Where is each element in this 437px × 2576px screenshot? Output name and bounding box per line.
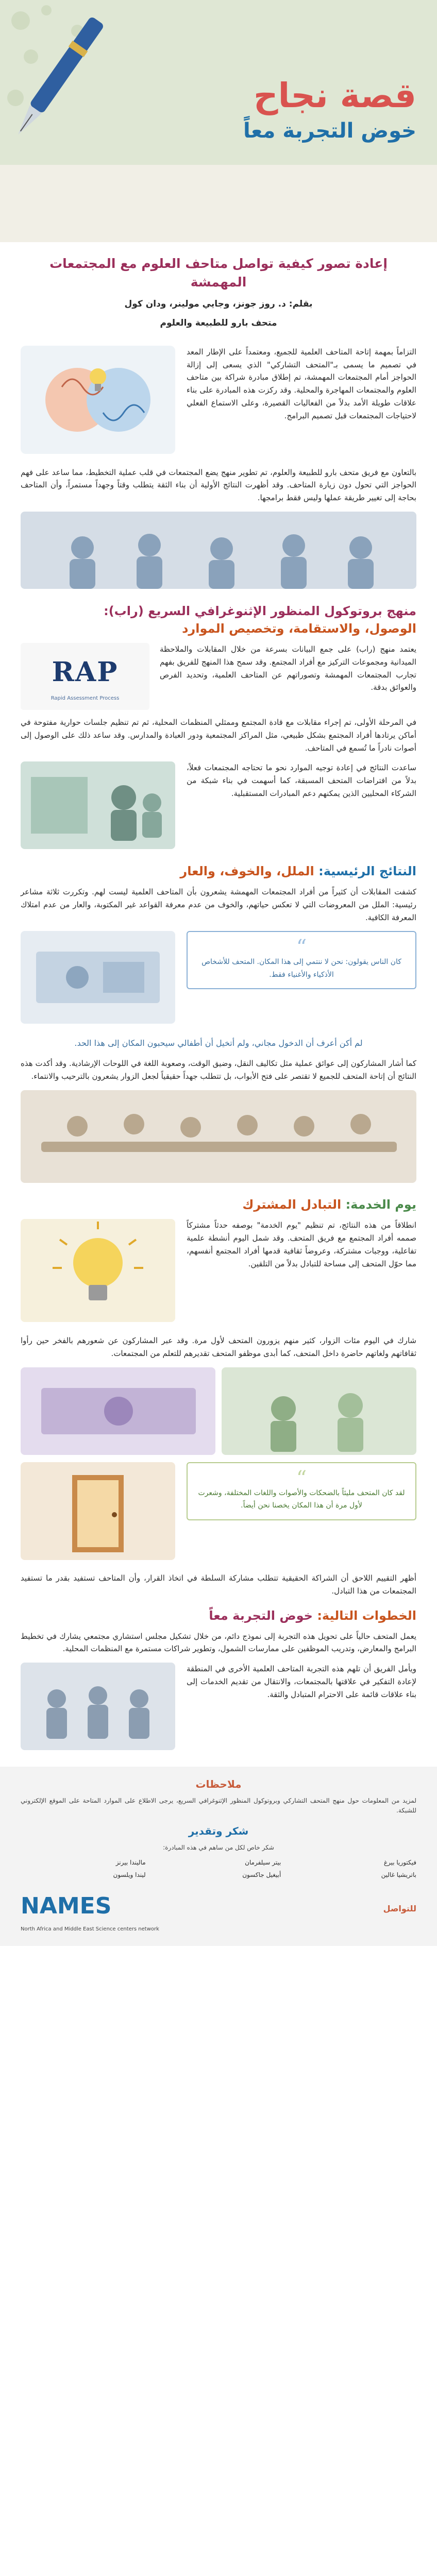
next-section-title [0, 1607, 437, 1625]
day-quote-col [187, 1462, 416, 1520]
intro-paragraph-2: بالتعاون مع فريق متحف بارو للطبيعة والعلوم، تم تطوير منهج يضع المجتمعات في قلب عملية التخطيط، مما ساعد على فهم الحواجز التي تحول دون زيارة المتاحف. وقد أظهرت النتائج الأولية أن بناء الثقة يتطلب وقتاً وجهداً مستمراً، وأن المتاحف بحاجة إلى تغيير طريقة عملها وليس فقط برامجها. [21, 467, 416, 503]
day-photo-3 [21, 1462, 175, 1564]
intro-paragraph: التزاماً بمهمة إتاحة المتاحف العلمية للجميع، ومعتمداً على الإطار المعد في تصميم ما يسمى بـ"المتحف التشاركي" الذي يسعى إلى إزالة الحواجز أمام المجتمعات المهمشة، تم إطلاق مبادرة شراكة بين متاحف العلوم والمجتمعات المهاجرة والمحلية. وقد ركزت هذه المبادرة على بناء علاقات طويلة الأمد بدلاً من الفعاليات القصيرة، وعلى الاستماع الفعلي لاحتياجات المجتمعات قبل تصميم البرامج. [187, 347, 416, 420]
day-end [0, 1572, 437, 1598]
contact-block [383, 1902, 416, 1919]
results-more [0, 1057, 437, 1083]
brain-lightbulb-illustration [21, 346, 175, 454]
results-paragraph-1: كشفت المقابلات أن كثيراً من أفراد المجتمعات المهمشة يشعرون بأن المتاحف العلمية ليست لهم. وتكررت ثلاثة مشاعر رئيسية: الملل من المعروضات التي لا تعكس حياتهم، والخوف من عدم معرفة القواعد غير المكتوبة، والعار من عدم امتلاك المعرفة الكافية. [21, 887, 416, 922]
rap-paragraph-2: في المرحلة الأولى، تم إجراء مقابلات مع قادة المجتمع وممثلي المنظمات المحلية، ثم تم تنظيم جلسات حوارية مفتوحة في أماكن يرتادها أفراد المجتمع بشكل طبيعي، مثل المراكز المجتمعية ودور العبادة والمدارس. وقد ساعد ذلك على الوصول إلى أصوات نادراً ما تُسمع في المتاحف. [21, 718, 416, 753]
results-intro [0, 886, 437, 924]
names-logo: NAMES [21, 1892, 112, 1919]
rap-logo [21, 643, 149, 710]
thanks-text: شكر خاص لكل من ساهم في هذه المبادرة: [163, 1844, 274, 1852]
rap-text [160, 643, 416, 710]
next-block [0, 1630, 437, 1656]
rap-title-a: منهج بروتوكول المنظور الإثنوغرافي السريع (راب): [104, 603, 416, 618]
day-paragraph-3: أظهر التقييم اللاحق أن الشراكة الحقيقية تتطلب مشاركة السلطة في اتخاذ القرار، وأن المتاحف تستفيد بقدر ما تستفيد المجتمعات من هذا التبادل. [21, 1573, 416, 1596]
contact-title: للتواصل [383, 1904, 416, 1914]
thanks-name: فيكتوريا بيرغ [383, 1859, 416, 1867]
next-paragraph-2: ويأمل الفريق أن تلهم هذه التجربة المتاحف العلمية الأخرى في المنطقة لإعادة التفكير في علاقتها بالمجتمعات، والانتقال من تقديم الخدمات إلى بناء علاقات قائمة على الاحترام المتبادل والثقة. [187, 1664, 416, 1699]
results-quote-box [187, 931, 416, 989]
day-title-b: التبادل المشترك [242, 1197, 342, 1212]
day-illustration [21, 1219, 175, 1326]
rap-text-2 [187, 761, 416, 807]
team-photo [21, 1663, 175, 1750]
day-quote-block [0, 1462, 437, 1564]
thanks-name: ماليندا بيرنز [115, 1859, 146, 1867]
intro-block [0, 346, 437, 458]
rap-photo-block [0, 761, 437, 853]
article-header [0, 242, 437, 341]
day-photos [0, 1367, 437, 1455]
community-photo-wrap [0, 512, 437, 593]
article-authors: بقلم: د. روز جونز، وجايي مولينر، ودان كول [124, 298, 313, 309]
day-quote: لقد كان المتحف مليئاً بالضحكات والأصوات واللغات المختلفة، وشعرت لأول مرة أن هذا المكان يخصنا نحن أيضاً. [198, 1488, 405, 1510]
skyline-band [0, 165, 437, 242]
results-paragraph-2: كما أشار المشاركون إلى عوائق عملية مثل تكاليف النقل، وضيق الوقت، وصعوبة اللغة في اللوحات الإرشادية. وقد أكدت هذه النتائج أن إتاحة المتحف للجميع لا تقتصر على فتح الأبواب، بل تتطلب جهداً حقيقياً لجعل الزوار يشعرون بالترحيب والانتماء. [21, 1059, 416, 1081]
thanks-name: ليندا ويلسون [113, 1871, 146, 1879]
brand-block [21, 1888, 159, 1934]
intro-text [187, 346, 416, 430]
rap-logo-text: RAP [52, 656, 119, 688]
results-title-b: الملل، والخوف، والعار [180, 864, 314, 879]
thanks-name: أبيغيل جاكسون [242, 1871, 281, 1879]
results-section-title [0, 862, 437, 880]
names-logo-subtitle: North Africa and Middle East Science centers network [21, 1926, 159, 1932]
intro-continued [0, 466, 437, 504]
next-text [187, 1663, 416, 1708]
next-photo-block [0, 1663, 437, 1754]
day-more [0, 1334, 437, 1360]
thanks-title: شكر وتقدير [188, 1825, 249, 1838]
day-section-title [0, 1196, 437, 1214]
door-illustration [21, 1462, 175, 1560]
day-title-a: يوم الخدمة: [345, 1197, 416, 1212]
rap-logo-subtitle: Rapid Assessment Process [51, 695, 120, 701]
next-title-b: خوض التجربة معاً [209, 1608, 313, 1623]
quote-open-icon-2: “ [296, 1466, 307, 1490]
footer-logo-row [21, 1888, 416, 1934]
rap-photo [21, 761, 175, 853]
day-paragraph-2: شارك في اليوم مئات الزوار، كثير منهم يزورون المتحف لأول مرة. وقد عبر المشاركون عن شعورهم بالفخر حين رأوا ثقافاتهم ولغاتهم حاضرة داخل المتحف، كما أبدى موظفو المتحف تقديرهم للتعلم من المجتمعات. [21, 1336, 416, 1358]
hero-subtitle: خوض التجربة معاً [243, 118, 416, 143]
rap-more [0, 716, 437, 754]
child-exhibit-photo [21, 931, 175, 1024]
refs-title: ملاحظات [195, 1777, 242, 1790]
thanks-name: باتريشيا غالين [381, 1871, 416, 1879]
refs-text: لمزيد من المعلومات حول منهج المتحف التشاركي وبروتوكول المنظور الإثنوغرافي السريع، يرجى الاطلاع على الموارد المتاحة على الموقع الإلكتروني للشبكة. [21, 1797, 416, 1814]
event-photo-2 [21, 1367, 215, 1455]
day-quote-box [187, 1462, 416, 1520]
results-title-a: النتائج الرئيسية: [318, 864, 416, 879]
day-paragraph-1: انطلاقاً من هذه النتائج، تم تنظيم "يوم الخدمة" بوصفه حدثاً مشتركاً صممه أفراد المجتمع مع فريق المتحف. وقد شمل اليوم أنشطة علمية تفاعلية، ووجبات مشتركة، وعروضاً ثقافية قدمها أفراد المجتمع أنفسهم، مما حوّل المتحف إلى مساحة للتبادل بدلاً من التلقين. [187, 1221, 416, 1268]
hero-title-block [200, 77, 416, 144]
rap-title-b: الوصول، والاستقامة، وتخصيص الموارد [182, 621, 416, 636]
next-photo [21, 1663, 175, 1754]
hero-banner [0, 0, 437, 242]
intro-illustration [21, 346, 175, 458]
article-affiliation: متحف بارو للطبيعة والعلوم [160, 317, 277, 328]
article-title: إعادة تصور كيفية تواصل متاحف العلوم مع المجتمعات المهمشة [49, 256, 388, 290]
rap-section-title [0, 602, 437, 638]
thanks-names [21, 1858, 416, 1880]
rap-block [0, 643, 437, 710]
results-quote-col [187, 931, 416, 989]
results-quote-1: كان الناس يقولون: نحن لا ننتمي إلى هذا المكان. المتحف للأشخاص الأذكياء والأغنياء فقط. [201, 958, 401, 979]
group-session-photo [21, 1090, 416, 1183]
results-pull-quote: لم أكن أعرف أن الدخول مجاني، ولم أتخيل أن أطفالي سيحبون المكان إلى هذا الحد. [74, 1038, 363, 1048]
results-photo-wide-wrap [0, 1090, 437, 1187]
quote-open-icon: “ [296, 936, 307, 960]
rap-paragraph-3: ساعدت النتائج في إعادة توجيه الموارد نحو ما تحتاجه المجتمعات فعلاً، بدلاً من افتراضات المتحف المسبقة، كما أسهمت في بناء شبكة من الشركاء المحليين الذين يمكنهم دعم المبادرات المستقبلية. [187, 763, 416, 798]
event-photo-1 [222, 1367, 416, 1455]
museum-visitors-photo [21, 761, 175, 849]
next-paragraph-1: يعمل المتحف حالياً على تحويل هذه التجربة إلى نموذج دائم، من خلال تشكيل مجلس استشاري مجتمعي يشارك في تخطيط البرامج والمعارض، وتدريب الموظفين على ممارسات الشمول، وتطوير شراكات مستمرة مع المنظمات المحلية. [21, 1631, 416, 1654]
footer [0, 1767, 437, 1946]
community-photo [21, 512, 416, 589]
day-text [187, 1219, 416, 1277]
thanks-name: بيتر سيلفرمان [245, 1859, 281, 1867]
lightbulb-icon [21, 1219, 175, 1322]
results-quotes [0, 931, 437, 1028]
day-block [0, 1219, 437, 1326]
next-title-a: الخطوات التالية: [317, 1608, 416, 1623]
rap-paragraph-1: يعتمد منهج (راب) على جمع البيانات بسرعة من خلال المقابلات والملاحظة الميدانية ومجموعات التركيز مع أفراد المجتمع. وقد سمح هذا المنهج للفريق بفهم تجارب المجتمعات المهمشة وتصوراتهم عن المتاحف العلمية، وتحديد الفرص والعوائق بدقة. [160, 645, 416, 692]
hero-title: قصة نجاح [254, 76, 416, 115]
results-photo [21, 931, 175, 1028]
